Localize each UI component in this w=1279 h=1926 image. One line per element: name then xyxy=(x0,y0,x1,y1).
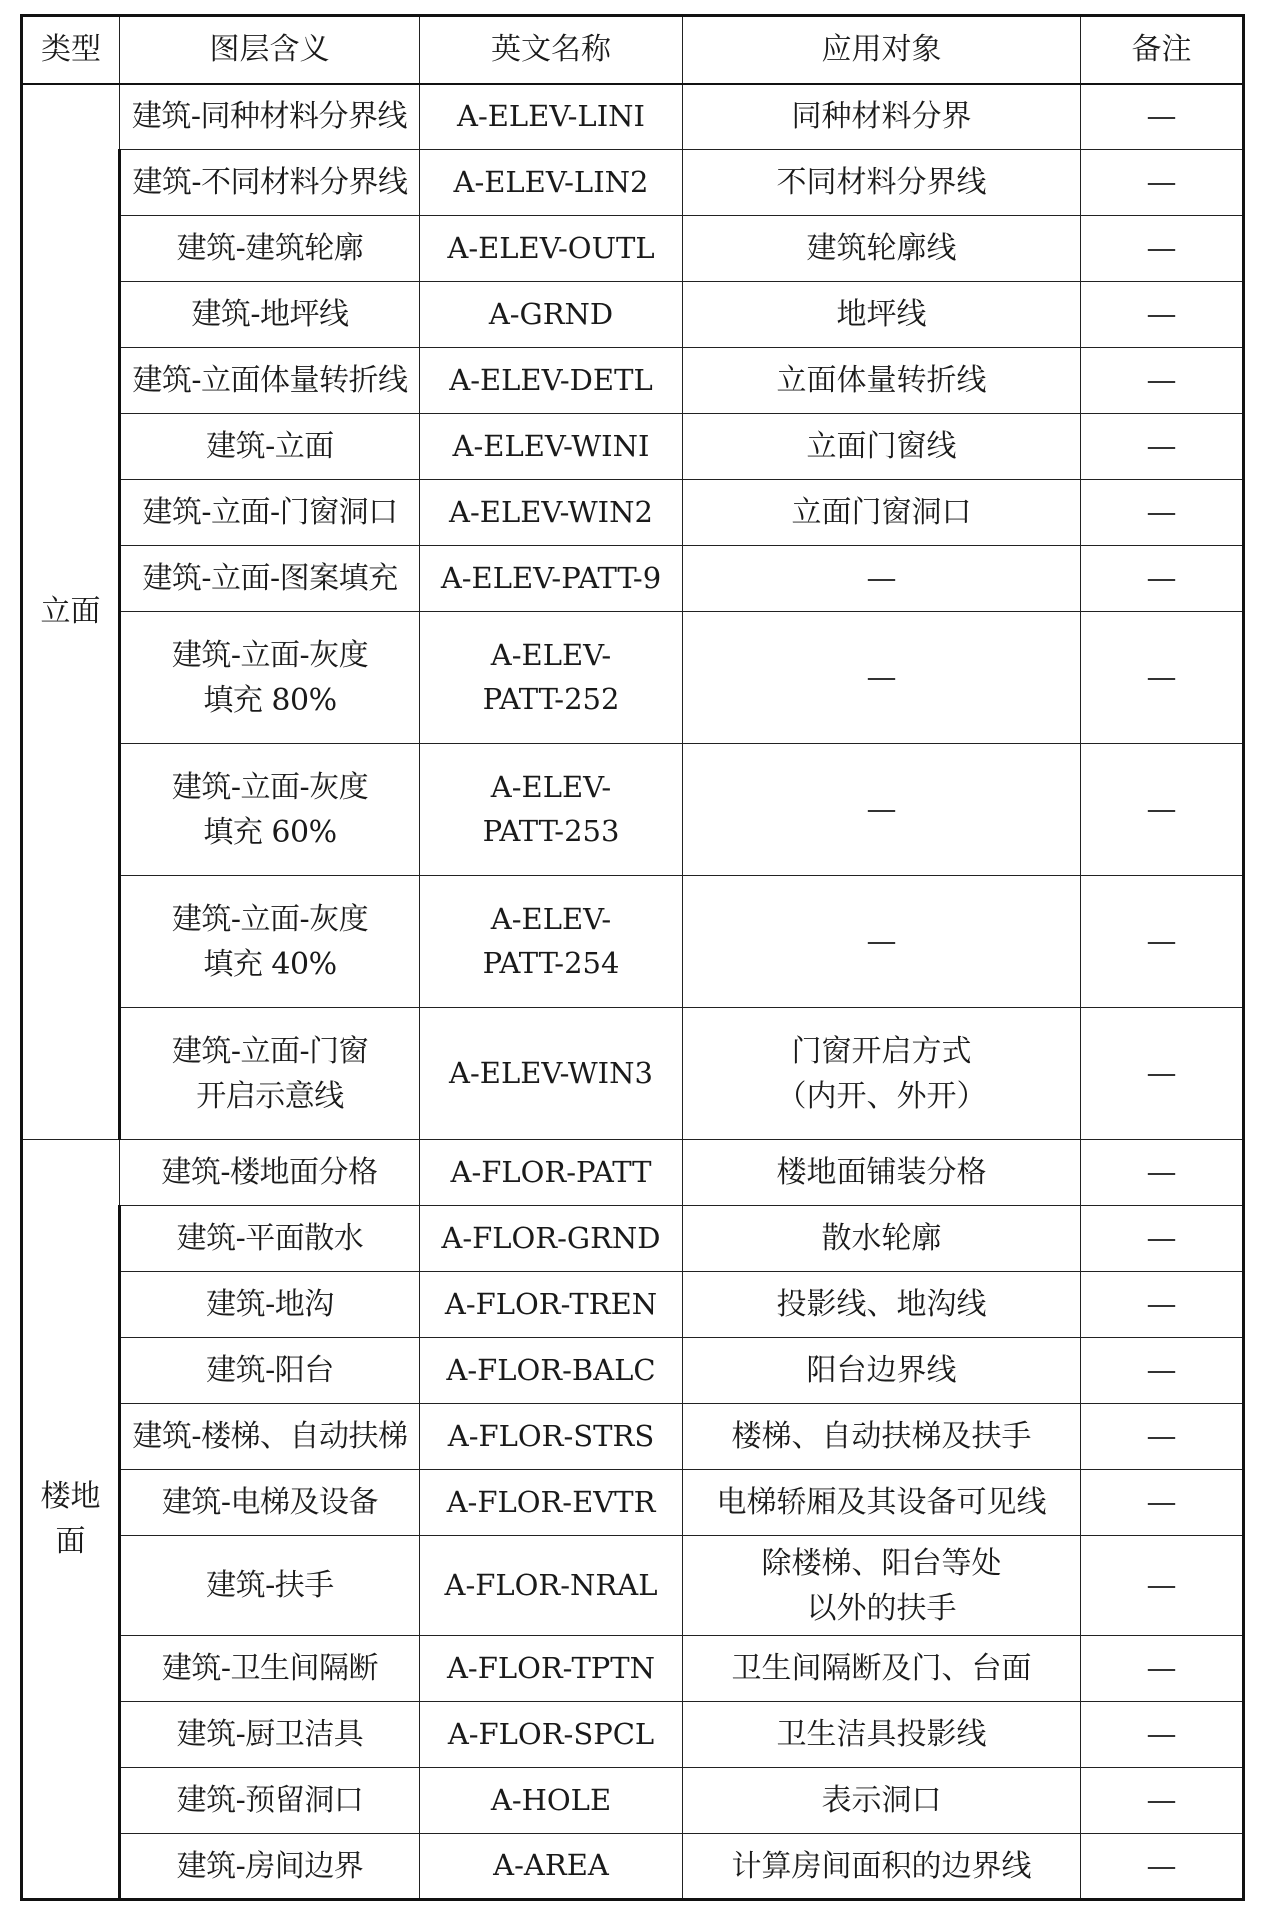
cell-meaning: 建筑-立面 xyxy=(120,414,420,480)
table-row xyxy=(22,282,1244,348)
cell-english-line: A-ELEV- xyxy=(490,638,612,672)
cell-meaning: 建筑-厨卫洁具 xyxy=(120,1702,420,1768)
cell-english: A-ELEV-PATT-9 xyxy=(420,546,683,612)
cell-note: — xyxy=(1081,1404,1244,1470)
cell-english: A-GRND xyxy=(420,282,683,348)
header-object: 应用对象 xyxy=(683,16,1081,84)
cell-object: 同种材料分界 xyxy=(683,84,1081,150)
cell-object: 不同材料分界线 xyxy=(683,150,1081,216)
header-meaning: 图层含义 xyxy=(120,16,420,84)
cell-english: A-ELEV-LINI xyxy=(420,84,683,150)
table-row xyxy=(22,1404,1244,1470)
cell-object xyxy=(683,1008,1081,1140)
cell-english: A-ELEV-WIN2 xyxy=(420,480,683,546)
table-row xyxy=(22,1140,1244,1206)
layer-table xyxy=(20,14,1245,1901)
cell-object: 立面体量转折线 xyxy=(683,348,1081,414)
cell-english: A-FLOR-EVTR xyxy=(420,1470,683,1536)
cell-english-line: PATT-252 xyxy=(482,681,620,716)
header-english: 英文名称 xyxy=(420,16,683,84)
cell-meaning: 建筑-预留洞口 xyxy=(120,1768,420,1834)
cell-meaning-line: 建筑-立面-门窗 xyxy=(171,1033,369,1069)
table-row xyxy=(22,612,1244,744)
table-row xyxy=(22,876,1244,1008)
cell-english-line: PATT-253 xyxy=(482,813,620,848)
cell-english: A-ELEV-OUTL xyxy=(420,216,683,282)
cell-object-line: 以外的扶手 xyxy=(806,1590,957,1626)
table-row xyxy=(22,1536,1244,1636)
cell-object-line: 门窗开启方式 xyxy=(791,1033,972,1069)
header-type: 类型 xyxy=(22,16,120,84)
cell-english: A-FLOR-SPCL xyxy=(420,1702,683,1768)
cell-english: A-FLOR-PATT xyxy=(420,1140,683,1206)
cell-object: 地坪线 xyxy=(683,282,1081,348)
cell-object: 卫生间隔断及门、台面 xyxy=(683,1636,1081,1702)
cell-meaning-line: 建筑-立面-灰度 xyxy=(171,637,369,673)
cell-english: A-ELEV-LIN2 xyxy=(420,150,683,216)
cell-english xyxy=(420,876,683,1008)
cell-note: — xyxy=(1081,1206,1244,1272)
cell-object: — xyxy=(683,744,1081,876)
cell-note: — xyxy=(1081,216,1244,282)
cell-meaning-line: 建筑-立面-灰度 xyxy=(171,769,369,805)
table-row xyxy=(22,1338,1244,1404)
cell-meaning xyxy=(120,876,420,1008)
cell-object: 投影线、地沟线 xyxy=(683,1272,1081,1338)
cell-note: — xyxy=(1081,414,1244,480)
cell-meaning: 建筑-地坪线 xyxy=(120,282,420,348)
cell-meaning: 建筑-楼梯、自动扶梯 xyxy=(120,1404,420,1470)
cell-meaning: 建筑-不同材料分界线 xyxy=(120,150,420,216)
cell-meaning xyxy=(120,612,420,744)
cell-object: 建筑轮廓线 xyxy=(683,216,1081,282)
cell-english-line: A-ELEV- xyxy=(490,770,612,804)
cell-note: — xyxy=(1081,1338,1244,1404)
cell-meaning: 建筑-同种材料分界线 xyxy=(120,84,420,150)
group-elevation: 立面 xyxy=(22,84,120,1140)
table-row xyxy=(22,1768,1244,1834)
cell-meaning: 建筑-立面-图案填充 xyxy=(120,546,420,612)
cell-meaning: 建筑-房间边界 xyxy=(120,1834,420,1900)
cell-meaning-line: 填充 40% xyxy=(203,946,337,982)
cell-note: — xyxy=(1081,612,1244,744)
cell-note: — xyxy=(1081,1768,1244,1834)
cell-english: A-FLOR-GRND xyxy=(420,1206,683,1272)
cell-object: — xyxy=(683,546,1081,612)
cell-object: 阳台边界线 xyxy=(683,1338,1081,1404)
table-row xyxy=(22,744,1244,876)
table-row xyxy=(22,1272,1244,1338)
cell-meaning: 建筑-立面-门窗洞口 xyxy=(120,480,420,546)
cell-meaning-line: 填充 80% xyxy=(203,682,337,718)
cell-note: — xyxy=(1081,1272,1244,1338)
cell-note: — xyxy=(1081,348,1244,414)
cell-meaning: 建筑-阳台 xyxy=(120,1338,420,1404)
cell-object: 楼梯、自动扶梯及扶手 xyxy=(683,1404,1081,1470)
cell-note: — xyxy=(1081,876,1244,1008)
cell-object: 卫生洁具投影线 xyxy=(683,1702,1081,1768)
table-row xyxy=(22,1834,1244,1900)
table-row xyxy=(22,414,1244,480)
cell-meaning: 建筑-电梯及设备 xyxy=(120,1470,420,1536)
cell-object: 立面门窗线 xyxy=(683,414,1081,480)
table-row xyxy=(22,216,1244,282)
cell-meaning: 建筑-地沟 xyxy=(120,1272,420,1338)
cell-note: — xyxy=(1081,546,1244,612)
cell-english: A-ELEV-WIN3 xyxy=(420,1008,683,1140)
cell-english: A-ELEV-WINI xyxy=(420,414,683,480)
cell-english: A-AREA xyxy=(420,1834,683,1900)
cell-english-line: A-ELEV- xyxy=(490,902,612,936)
group-floor xyxy=(22,1140,120,1900)
cell-meaning-line: 建筑-立面-灰度 xyxy=(171,901,369,937)
cell-object xyxy=(683,1536,1081,1636)
cell-object: 散水轮廓 xyxy=(683,1206,1081,1272)
table-row xyxy=(22,1008,1244,1140)
cell-meaning-line: 开启示意线 xyxy=(196,1078,344,1114)
cell-meaning: 建筑-立面体量转折线 xyxy=(120,348,420,414)
cell-english: A-FLOR-STRS xyxy=(420,1404,683,1470)
table-row xyxy=(22,1702,1244,1768)
cell-note: — xyxy=(1081,1834,1244,1900)
table-row xyxy=(22,480,1244,546)
cell-note: — xyxy=(1081,480,1244,546)
cell-note: — xyxy=(1081,1140,1244,1206)
cell-meaning: 建筑-建筑轮廓 xyxy=(120,216,420,282)
cell-object: 计算房间面积的边界线 xyxy=(683,1834,1081,1900)
cell-meaning: 建筑-平面散水 xyxy=(120,1206,420,1272)
cell-meaning: 建筑-扶手 xyxy=(120,1536,420,1636)
cell-english: A-FLOR-BALC xyxy=(420,1338,683,1404)
cell-english xyxy=(420,612,683,744)
cell-object: — xyxy=(683,612,1081,744)
cell-english-line: PATT-254 xyxy=(482,945,620,980)
cell-english: A-ELEV-DETL xyxy=(420,348,683,414)
cell-object: 表示洞口 xyxy=(683,1768,1081,1834)
cell-note: — xyxy=(1081,84,1244,150)
table-row xyxy=(22,1470,1244,1536)
table-row xyxy=(22,546,1244,612)
cell-meaning-line: 填充 60% xyxy=(203,814,337,850)
cell-meaning xyxy=(120,1008,420,1140)
table-row xyxy=(22,1636,1244,1702)
cell-object-line: 除楼梯、阳台等处 xyxy=(761,1545,1002,1581)
table-row xyxy=(22,1206,1244,1272)
cell-object: 电梯轿厢及其设备可见线 xyxy=(683,1470,1081,1536)
cell-note: — xyxy=(1081,282,1244,348)
header-note: 备注 xyxy=(1081,16,1244,84)
cell-meaning: 建筑-卫生间隔断 xyxy=(120,1636,420,1702)
cell-note: — xyxy=(1081,1008,1244,1140)
cell-note: — xyxy=(1081,1702,1244,1768)
cell-note: — xyxy=(1081,744,1244,876)
cell-note: — xyxy=(1081,1470,1244,1536)
cell-english xyxy=(420,744,683,876)
table-row xyxy=(22,150,1244,216)
cell-meaning: 建筑-楼地面分格 xyxy=(120,1140,420,1206)
cell-english: A-FLOR-TREN xyxy=(420,1272,683,1338)
header-row xyxy=(22,16,1244,84)
cell-object: — xyxy=(683,876,1081,1008)
group-floor-label: 楼地面 xyxy=(40,1479,101,1559)
cell-english: A-HOLE xyxy=(420,1768,683,1834)
cell-object: 楼地面铺装分格 xyxy=(683,1140,1081,1206)
cell-note: — xyxy=(1081,1536,1244,1636)
cell-meaning xyxy=(120,744,420,876)
table-row xyxy=(22,84,1244,150)
cell-english: A-FLOR-TPTN xyxy=(420,1636,683,1702)
cell-object: 立面门窗洞口 xyxy=(683,480,1081,546)
cell-object-line: （内开、外开） xyxy=(776,1078,987,1114)
cell-note: — xyxy=(1081,150,1244,216)
cell-note: — xyxy=(1081,1636,1244,1702)
table-row xyxy=(22,348,1244,414)
cell-english: A-FLOR-NRAL xyxy=(420,1536,683,1636)
